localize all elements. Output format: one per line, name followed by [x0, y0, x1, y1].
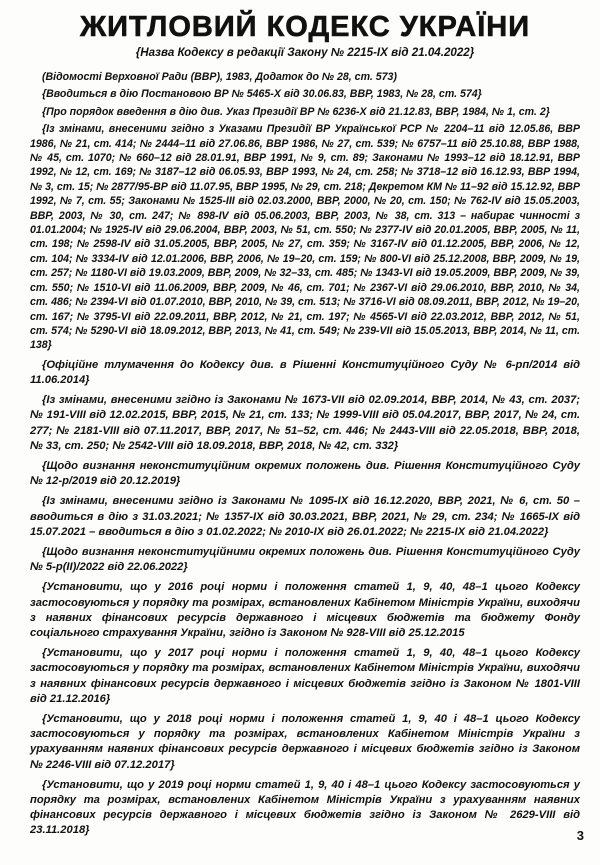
note-2016: {Установити, що у 2016 році норми і положення статей 1, 9, 40, 48–1 цього Кодексу застосовуються у порядку та розмірах, встановлених Кабінетом Міністрів України, виходячи з наявних фінансових ресурсів державного і місцевих бюджетів та бюджету Фонду соціального страхування України, згідно із Законом № 928-VIII від 25.12.2015 [30, 581, 580, 639]
note-constitutional-1: {Щодо визнання неконституційним окремих положень див. Рішення Конституційного Суду № 12-р/2019 від 20.12.2019} [30, 459, 580, 488]
note-2018: {Установити, що у 2018 році норми і положення статей 1, 9, 40 і 48–1 цього Кодексу застосовуються у порядку та розмірах, встановлених Кабінетом Міністрів України з урахуванням наявних фінансових ресурсів державного і місцевих бюджетів згідно із Законом № 2246-VIII від 07.12.2017} [30, 712, 580, 771]
note-procedure: {Про порядок введення в дію див. Указ Президії ВР № 6236-X від 21.12.83, ВВР, 1984, № 1, ст. 2} [42, 105, 550, 118]
note-amendments-3: {Із змінами, внесеними згідно із Законами № 1095-IX від 16.12.2020, ВВР, 2021, № 6, ст. 50 – вводиться в дію з 31.03.2021; № 1357-IX від 30.03.2021, ВВР, 2021, № 29, ст. 234; № 1665-IX від 15.07.2021 – вводиться в дію з 01.02.2022; № 2010-IX від 26.01.2022; № 2215-IX від 21.04.2022} [30, 495, 580, 538]
editorial-notes [30, 70, 580, 839]
page-number: 3 [576, 828, 584, 843]
note-2019: {Установити, що у 2019 році норми статей 1, 9, 40 і 48–1 цього Кодексу застосовуються у порядку та розмірах, встановлених Кабінетом Міністрів України з урахуванням наявних фінансових ресурсів державного і місцевих бюджетів згідно із Законом № 2629-VIII від 23.11.2018} [30, 778, 580, 837]
note-amendments-1: {Із змінами, внесеними згідно з Указами Президії ВР Української РСР № 2204–11 від 12.05.86, ВВР 1986, № 21, ст. 414; № 2444–11 від 27.06.86, ВВР 1986, № 27, ст. 539; № 6757–11 від 25.10.88, ВВР 1988, № 45, ст. 1070; № 660–12 від 28.01.91, ВВР 1991, № 9, ст. 89; Законами № 1993–12 від 18.12.91, ВВР 1992, № 12, ст. 169; № 3187–12 від 06.05.93, ВВР 1993, № 24, ст. 258; № 3718–12 від 16.12.93, ВВР 1994, № 3, ст. 15; № 2877/95-ВР від 11.07.95, ВВР 1995, № 29, ст. 218; Декретом КМ № 11–92 від 15.12.92, ВВР 1992, № 7, ст. 55; Законами № 1525-III від 02.03.2000, ВВР, 2000, № 20, ст. 150; № 762-IV від 15.05.2003, ВВР, 2003, № 30, ст. 247; № 898-IV від 05.06.2003, ВВР, 2003, № 38, ст. 313 – набирає чинності з 01.01.2004; № 1925-IV від 29.06.2004, ВВР, 2003, № 51, ст. 550; № 2377-IV від 20.01.2005, ВВР, 2005, № 11, ст. 198; № 2598-IV від 31.05.2005, ВВР, 2005, № 27, ст. 359; № 3167-IV від 01.12.2005, ВВР, 2006, № 12, ст. 104; № 3334-IV від 12.01.2006, ВВР, 2006, № 19–20, ст. 159; № 800-VI від 25.12.2008, ВВР, 2009, № 19, ст. 257; № 1180-VI від 19.03.2009, ВВР, 2009, № 32–33, ст. 485; № 1343-VI від 19.05.2009, ВВР, 2009, № 39, ст. 550; № 1510-VI від 11.06.2009, ВВР, 2009, № 46, ст. 701; № 2367-VI від 29.06.2010, ВВР, 2010, № 34, ст. 486; № 2394-VI від 01.07.2010, ВВР, 2010, № 39, ст. 513; № 3716-VI від 08.09.2011, ВВР, 2012, № 19–20, ст. 167; № 3795-VI від 22.09.2011, ВВР, 2012, № 21, ст. 197; № 4565-VI від 22.03.2012, ВВР, 2012, № 51, ст. 574; № 5290-VI від 18.09.2012, ВВР, 2013, № 41, ст. 549; № 239-VII від 15.05.2013, ВВР, 2014, № 11, ст. 138} [30, 123, 580, 352]
note-2017: {Установити, що у 2017 році норми і положення статей 1, 9, 40, 48–1 цього Кодексу застосовуються у порядку та розмірах, встановлених Кабінетом Міністрів України, виходячи з наявних фінансових ресурсів державного і місцевих бюджетів згідно із Законом № 1801-VIII від 21.12.2016} [30, 647, 580, 705]
note-constitutional-2: {Щодо визнання неконституційними окремих положень див. Рішення Конституційного Суду № 5-р(II)/2022 від 22.06.2022} [30, 545, 580, 574]
page-subtitle: {Назва Кодексу в редакції Закону № 2215-IX від 21.04.2022} [135, 46, 475, 59]
note-interpretation: {Офіційне тлумачення до Кодексу див. в Рішенні Конституційного Суду № 6-рп/2014 від 11.06.2014} [30, 358, 580, 386]
note-publication: (Відомості Верховної Ради (ВВР), 1983, Додаток до № 28, ст. 573) [42, 71, 397, 83]
page-title: ЖИТЛОВИЙ КОДЕКС УКРАЇНИ [79, 11, 531, 43]
note-amendments-2: {Із змінами, внесеними згідно із Законами № 1673-VII від 02.09.2014, ВВР, 2014, № 43, ст. 2037; № 191-VIII від 12.02.2015, ВВР, 2015, № 21, ст. 133; № 1999-VIII від 05.04.2017, ВВР, 2017, № 24, ст. 277; № 2181-VIII від 07.11.2017, ВВР, 2017, № 51–52, ст. 446; № 2443-VIII від 22.05.2018, ВВР, 2018, № 33, ст. 250; № 2542-VIII від 18.09.2018, ВВР, 2018, № 42, ст. 332} [30, 394, 580, 452]
note-enactment: {Вводиться в дію Постановою ВР № 5465-X від 30.06.83, ВВР, 1983, № 28, ст. 574} [42, 88, 482, 101]
